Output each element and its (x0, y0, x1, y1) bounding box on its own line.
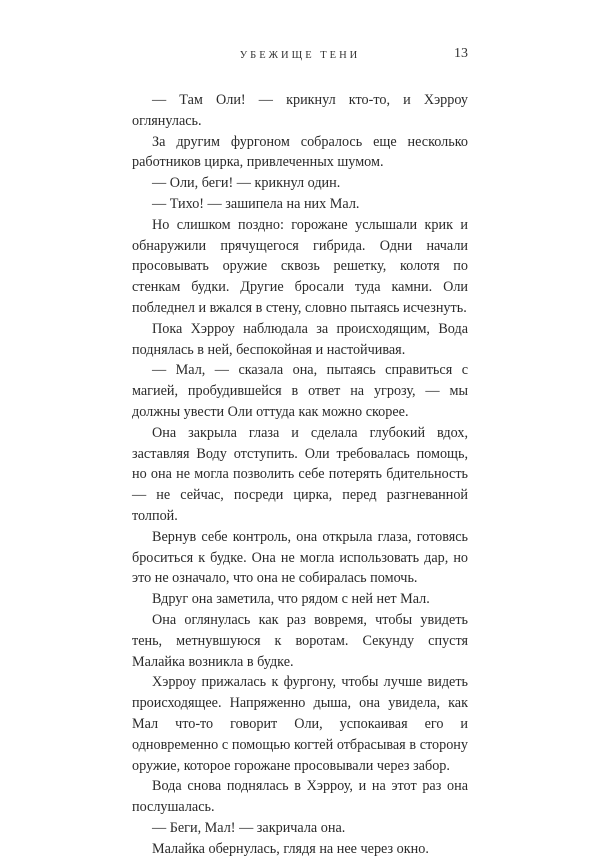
page-number: 13 (454, 46, 468, 61)
paragraph: Пока Хэрроу наблюдала за происходящим, Вода поднялась в ней, беспокойная и настойчивая. (132, 320, 468, 358)
paragraph: Но слишком поздно: горожане услышали крик и обнаружили прячущегося гибрида. Одни начали просовывать оружие сквозь решетку, колотя по стенкам будки. Другие бросали туда камни. Оли побледнел и вжался в стену, словно пытаясь исчезнуть. (132, 216, 468, 316)
paragraph: Она оглянулась как раз вовремя, чтобы увидеть тень, метнувшуюся к воротам. Секунду спустя Малайка возникла в будке. (132, 611, 468, 670)
running-title: УБЕЖИЩЕ ТЕНИ (239, 50, 361, 61)
paragraph: — Тихо! — зашипела на них Мал. (152, 195, 360, 212)
paragraph: Вода снова поднялась в Хэрроу, и на этот раз она послушалась. (132, 778, 468, 816)
paragraph: Малайка обернулась, глядя на нее через окно. (152, 840, 429, 857)
paragraph: Она закрыла глаза и сделала глубокий вдох, заставляя Воду отступить. Оли требовалась помощь, но она не могла позволить себе потерять бдительность — не сейчас, посреди цирка, перед разгневанной толпой. (132, 424, 468, 524)
text-body (132, 90, 468, 859)
paragraph: — Там Оли! — крикнул кто-то, и Хэрроу оглянулась. (132, 92, 468, 129)
paragraph: Хэрроу прижалась к фургону, чтобы лучше видеть происходящее. Напряженно дыша, она увидела, как Мал что-то говорит Оли, успокаивая его и одновременно с помощью когтей отбрасывая в сторону оружие, которое горожане просовывали через забор. (132, 674, 468, 774)
paragraph: Вдруг она заметила, что рядом с ней нет Мал. (152, 591, 430, 608)
paragraph: За другим фургоном собралось еще несколько работников цирка, привлеченных шумом. (132, 133, 468, 171)
paragraph: — Оли, беги! — крикнул один. (152, 175, 341, 192)
paragraph: Вернув себе контроль, она открыла глаза, готовясь броситься к будке. Она не могла использовать дар, но это не означало, что она не собиралась помочь. (132, 528, 468, 587)
running-header (0, 46, 600, 66)
paragraph: — Беги, Мал! — закричала она. (152, 819, 346, 836)
paragraph: — Мал, — сказала она, пытаясь справиться с магией, пробудившейся в ответ на угрозу, — мы должны увести Оли оттуда как можно скорее. (132, 362, 468, 420)
